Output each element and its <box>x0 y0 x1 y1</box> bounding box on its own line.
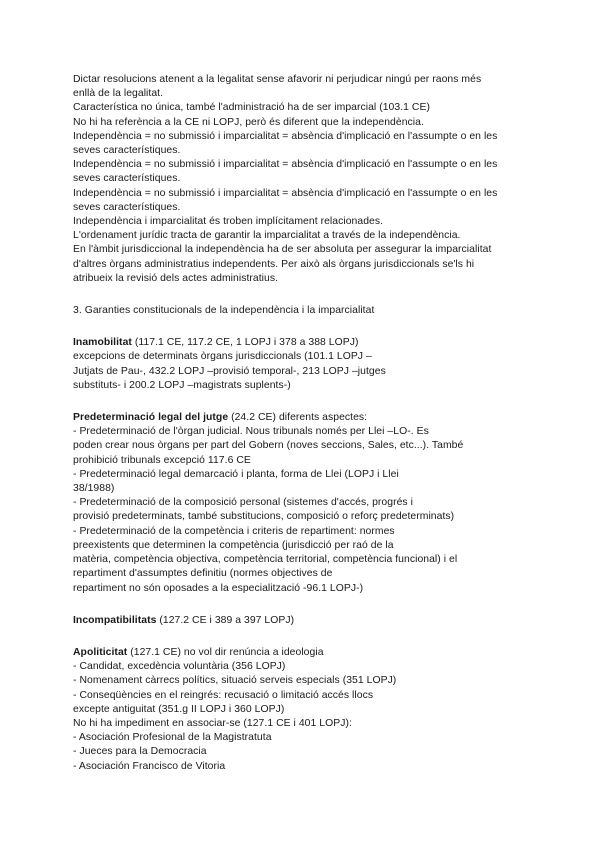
text-line: Dictar resolucions atenent a la legalitat sense afavorir ni perjudicar ningú per raons més <box>73 74 482 85</box>
text-line: enllà de la legalitat. <box>73 88 164 100</box>
text-line: provisió predeterminats, també substitucions, composició o reforç predeterminats) <box>73 511 455 523</box>
spacer <box>73 596 550 614</box>
apoliticitat-title: Apoliticitat <box>73 646 128 658</box>
text-line: seves característiques. <box>73 173 181 185</box>
section-heading: 3. Garanties constitucionals de la independència i la imparcialitat <box>73 305 375 317</box>
text-line: d'altres òrgans administratius independents. Per això als òrgans jurisdiccionals se'ls hi <box>73 258 475 270</box>
predeterminacio-heading <box>73 411 550 425</box>
text-line: substituts- i 200.2 LOPJ –magistrats suplents-) <box>73 379 291 391</box>
text-line: preexistents que determinen la competència (jurisdicció per raó de la <box>73 539 394 551</box>
text-line: - Nomenament càrrecs polítics, situació serveis especials (351 LOPJ) <box>73 675 397 687</box>
text-line: seves característiques. <box>73 201 181 213</box>
text-line: atribueix la revisió dels actes administratius. <box>73 272 279 284</box>
text-line: - Candidat, excedència voluntària (356 LOPJ) <box>73 661 286 673</box>
text-line: - Conseqüències en el reingrés: recusació o limitació accés llocs <box>73 689 374 701</box>
text-line: 38/1988) <box>73 483 115 495</box>
text-line: - Predeterminació de la composició personal (sistemes d'accés, progrés i <box>73 497 413 509</box>
text-line: No hi ha impediment en associar-se (127.1 CE i 401 LOPJ): <box>73 717 352 729</box>
spacer <box>73 318 550 336</box>
text-line: L'ordenament jurídic tracta de garantir la imparcialitat a través de la independència. <box>73 230 461 242</box>
text-line: Independència = no submissió i imparcialitat = absència d'implicació en l'assumpte o en les <box>73 187 498 199</box>
predeterminacio-refs: (24.2 CE) diferents aspectes: <box>228 412 368 424</box>
apoliticitat-block <box>73 646 550 774</box>
apoliticitat-refs: (127.1 CE) no vol dir renúncia a ideologia <box>127 646 324 658</box>
inamobilitat-heading <box>73 336 550 350</box>
spacer <box>73 286 550 304</box>
text-line: excepcions de determinats òrgans jurisdiccionals (101.1 LOPJ – <box>73 351 372 363</box>
text-line: repartiment no són oposades a la especialització -96.1 LOPJ-) <box>73 582 364 594</box>
text-line: - Asociación Francisco de Vitoria <box>73 760 226 772</box>
text-line: No hi ha referència a la CE ni LOPJ, però és diferent que la independència. <box>73 116 424 128</box>
text-line: Independència = no submissió i imparcialitat = absència d'implicació en l'assumpte o en les <box>73 159 498 171</box>
inamobilitat-refs: (117.1 CE, 117.2 CE, 1 LOPJ i 378 a 388 LOPJ) <box>131 337 359 349</box>
text-line: En l'àmbit jurisdiccional la independència ha de ser absoluta per assegurar la imparcialitat <box>73 244 492 256</box>
text-line: Característica no única, també l'administració ha de ser imparcial (103.1 CE) <box>73 102 430 114</box>
incompatibilitats-title: Incompatibilitats <box>73 614 157 626</box>
text-line: repartiment d'assumptes definitiu (normes objectives de <box>73 568 333 580</box>
text-line: - Asociación Profesional de la Magistratuta <box>73 732 272 744</box>
inamobilitat-title: Inamobilitat <box>73 337 132 349</box>
text-line: - Predeterminació legal demarcació i planta, forma de Llei (LOPJ i Llei <box>73 468 399 480</box>
spacer <box>73 628 550 646</box>
text-line: seves característiques. <box>73 145 181 157</box>
text-line: Independència i imparcialitat és troben implícitament relacionades. <box>73 216 384 228</box>
text-line: Jutjats de Pau-, 432.2 LOPJ –provisió temporal-, 213 LOPJ –jutges <box>73 365 386 377</box>
predeterminacio-title: Predeterminació legal del jutge <box>73 412 229 424</box>
text-line: - Predeterminació de la competència i criteris de repartiment: normes <box>73 525 395 537</box>
incompatibilitats-heading <box>73 614 550 628</box>
spacer <box>73 393 550 411</box>
text-line: prohibició tribunals excepció 117.6 CE <box>73 454 251 466</box>
text-line: Independència = no submissió i imparcialitat = absència d'implicació en l'assumpte o en les <box>73 130 498 142</box>
text-line: excepte antiguitat (351.g II LOPJ i 360 LOPJ) <box>73 703 285 715</box>
text-line: matèria, competència objectiva, competència territorial, competència funcional) i el <box>73 554 458 566</box>
incompatibilitats-block <box>73 614 550 628</box>
text-line: poden crear nous òrgans per part del Gobern (noves seccions, Sales, etc...). També <box>73 440 464 452</box>
text-line: - Jueces para la Democracia <box>73 746 207 758</box>
inamobilitat-block <box>73 336 550 393</box>
intro-paragraph <box>73 73 550 286</box>
incompatibilitats-refs: (127.2 CE i 389 a 397 LOPJ) <box>156 614 295 626</box>
apoliticitat-heading <box>73 646 550 660</box>
predeterminacio-block <box>73 411 550 596</box>
text-line: - Predeterminació de l'òrgan judicial. Nous tribunals només per Llei –LO-. Es <box>73 426 429 438</box>
